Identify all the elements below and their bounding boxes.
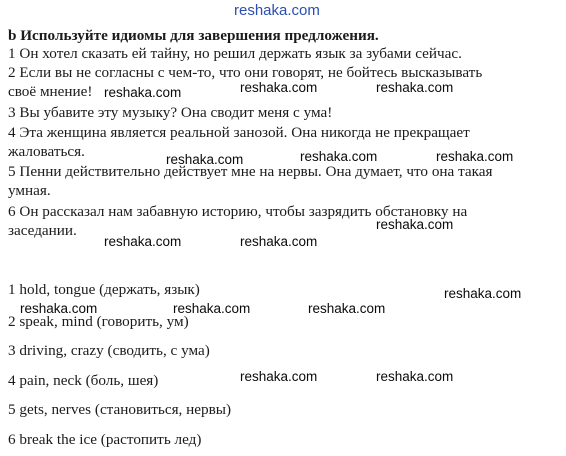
answer-2: 2 speak, mind (говорить, ум) xyxy=(8,313,189,330)
watermark: reshaka.com xyxy=(444,286,522,301)
answer-1: 1 hold, tongue (держать, язык) xyxy=(8,281,200,298)
answer-5: 5 gets, nerves (становиться, нервы) xyxy=(8,401,232,418)
sentence-5-line-1: 5 Пенни действительно действует мне на нервы. Она думает, что она такая xyxy=(8,163,493,180)
watermark: reshaka.com xyxy=(240,80,318,95)
watermark: reshaka.com xyxy=(166,152,244,167)
sentence-6-line-2: заседании. xyxy=(8,222,77,239)
watermark: reshaka.com xyxy=(104,85,182,100)
watermark: reshaka.com xyxy=(104,234,182,249)
watermark: reshaka.com xyxy=(376,217,454,232)
sentence-1: 1 Он хотел сказать ей тайну, но решил держать язык за зубами сейчас. xyxy=(8,45,462,62)
watermark: reshaka.com xyxy=(376,80,454,95)
watermark-top: reshaka.com xyxy=(234,2,320,19)
sentence-4-line-2: жаловаться. xyxy=(8,143,85,160)
watermark: reshaka.com xyxy=(240,369,318,384)
watermark: reshaka.com xyxy=(376,369,454,384)
sentence-5-line-2: умная. xyxy=(8,182,51,199)
answer-6: 6 break the ice (растопить лед) xyxy=(8,431,202,448)
watermark: reshaka.com xyxy=(173,301,251,316)
sentence-4-line-1: 4 Эта женщина является реальной занозой. Она никогда не прекращает xyxy=(8,124,470,141)
watermark: reshaka.com xyxy=(300,149,378,164)
answer-3: 3 driving, crazy (сводить, с ума) xyxy=(8,342,210,359)
watermark: reshaka.com xyxy=(436,149,514,164)
answer-4: 4 pain, neck (боль, шея) xyxy=(8,372,159,389)
watermark: reshaka.com xyxy=(20,301,98,316)
sentence-6-line-1: 6 Он рассказал нам забавную историю, чтобы зазрядить обстановку на xyxy=(8,203,468,220)
sentence-2-line-1: 2 Если вы не согласны с чем-то, что они говорят, не бойтесь высказывать xyxy=(8,64,483,81)
watermark: reshaka.com xyxy=(240,234,318,249)
exercise-heading: b Используйте идиомы для завершения предложения. xyxy=(8,27,379,44)
sentence-2-line-2: своё мнение! xyxy=(8,83,93,100)
sentence-3: 3 Вы убавите эту музыку? Она сводит меня с ума! xyxy=(8,104,333,121)
watermark: reshaka.com xyxy=(308,301,386,316)
